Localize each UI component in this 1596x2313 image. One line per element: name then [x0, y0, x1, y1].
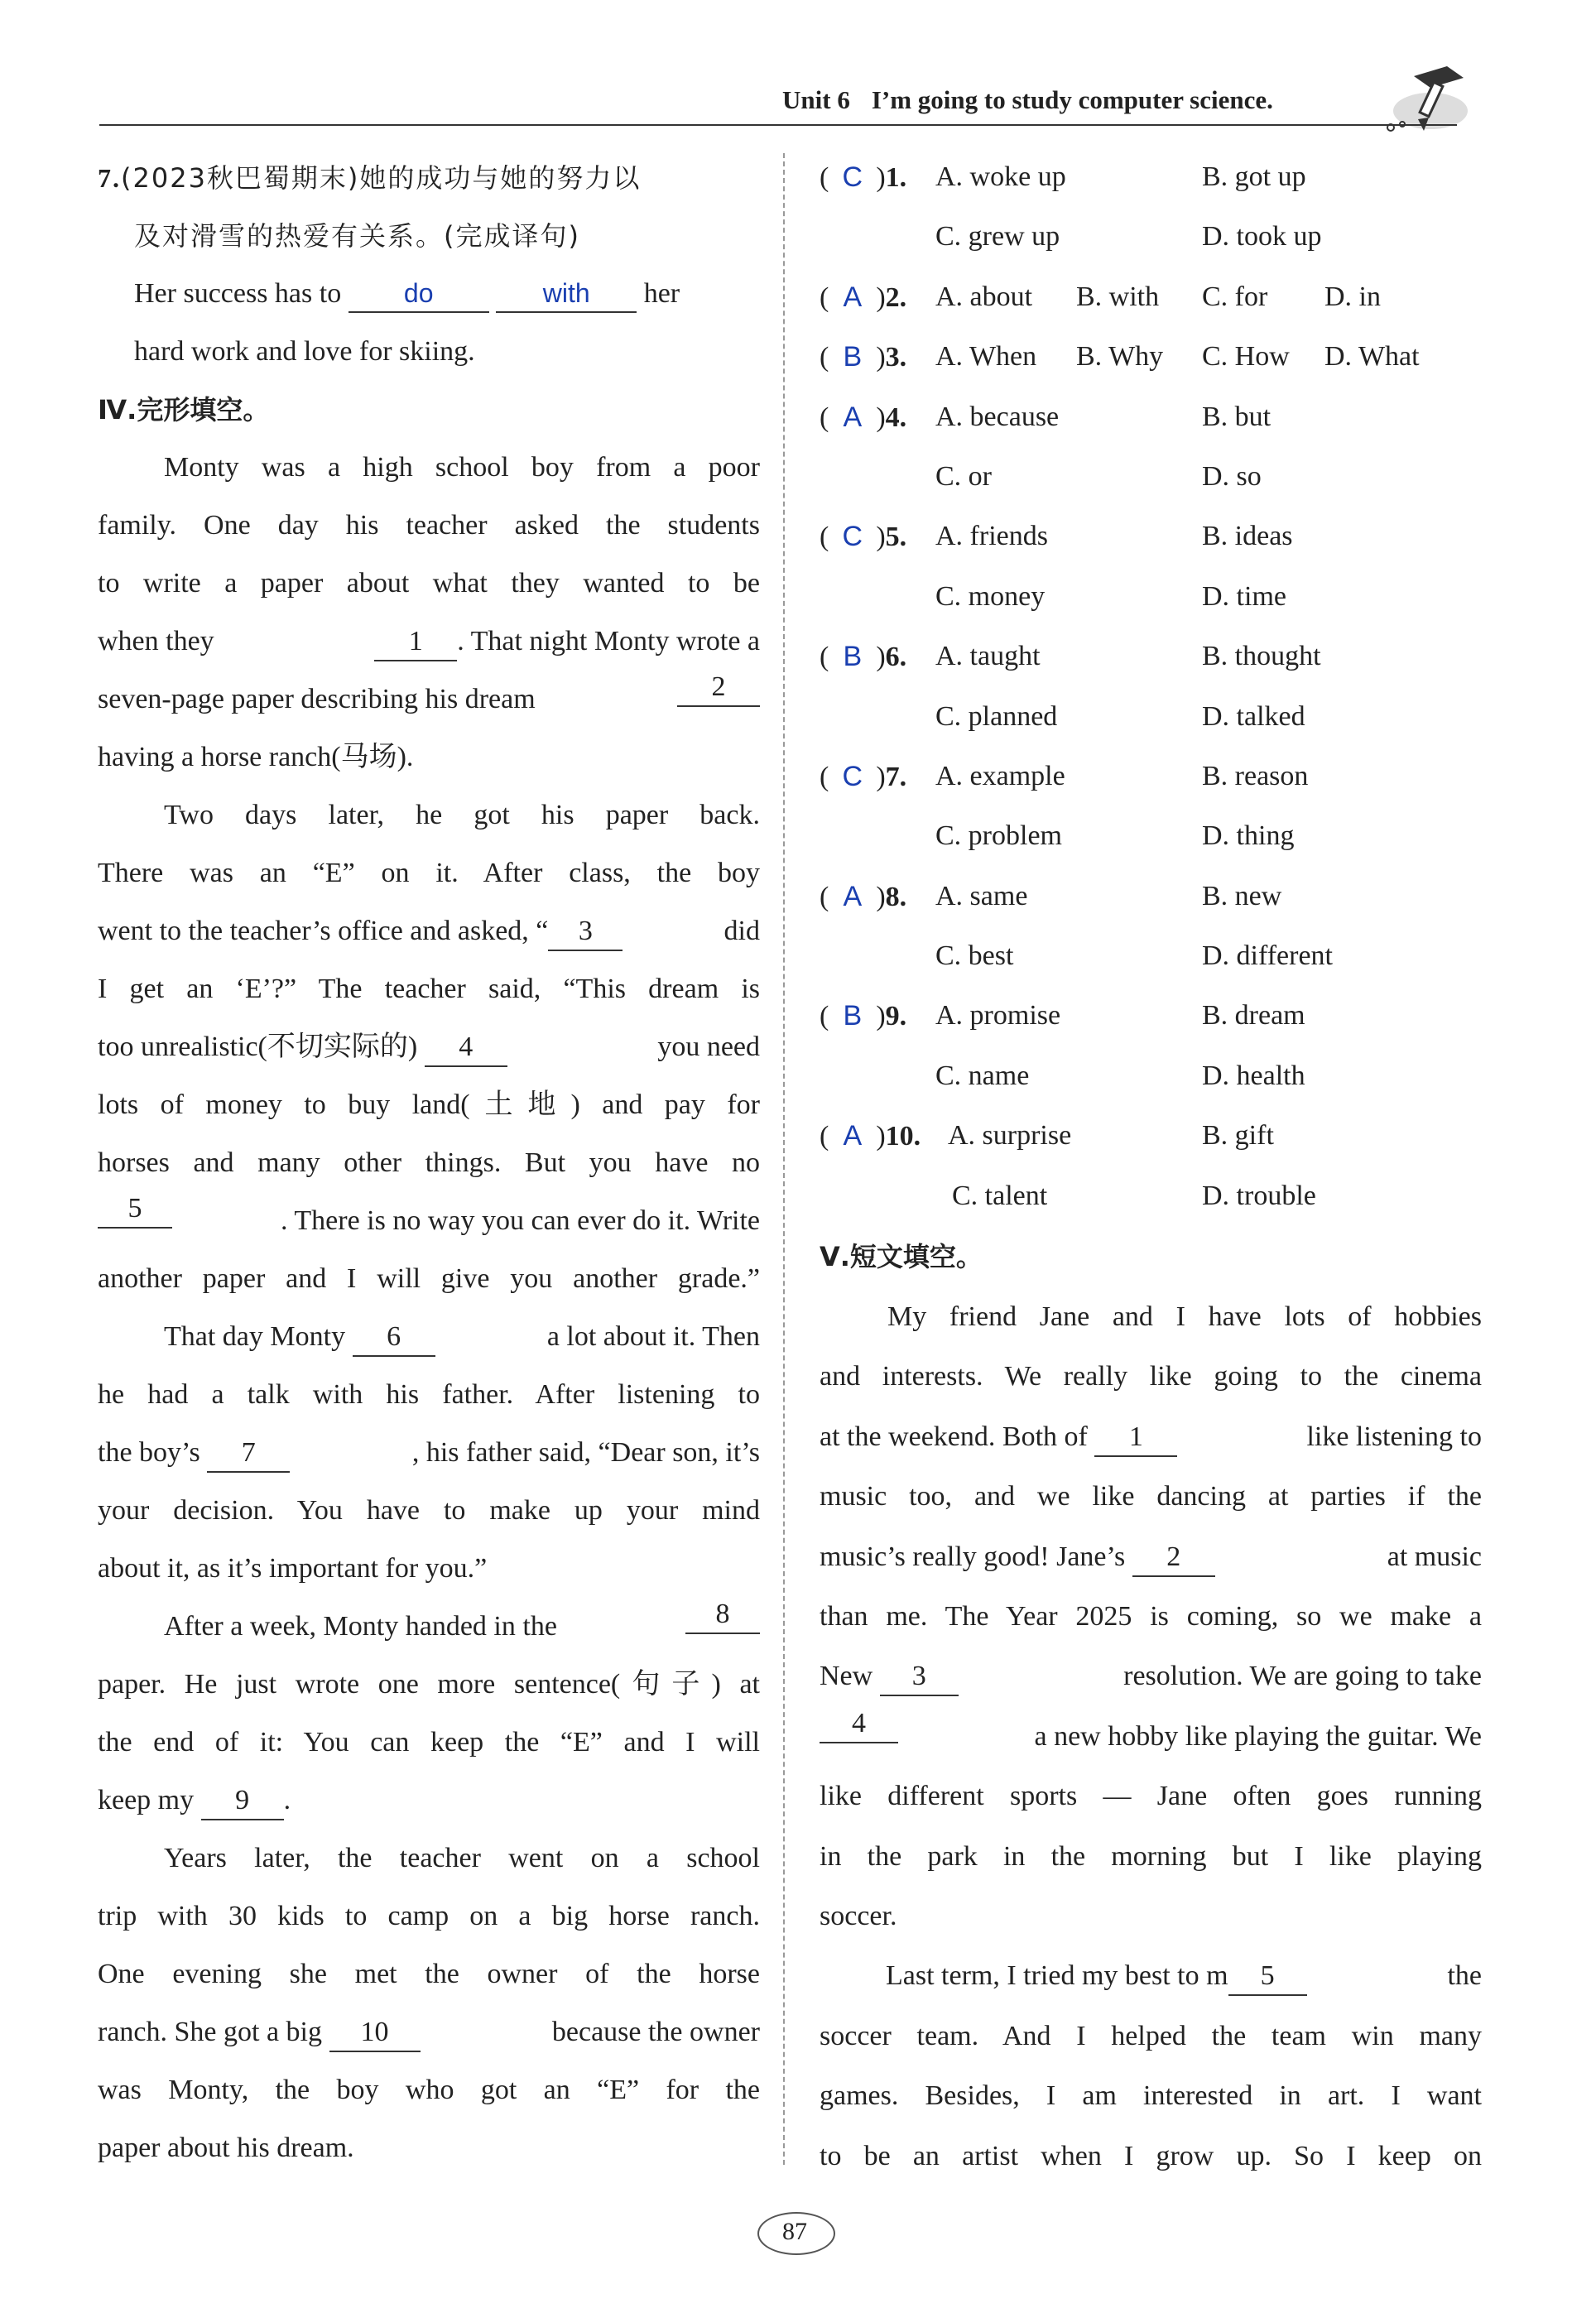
- question-number: 10.: [885, 1121, 921, 1152]
- choice-answer[interactable]: C: [842, 161, 863, 193]
- option-b: B. new: [1202, 880, 1282, 911]
- option-c: C. best: [935, 940, 1014, 972]
- option-d: D. health: [1202, 1060, 1305, 1091]
- choice-answer[interactable]: A: [843, 281, 863, 313]
- option-row: [820, 627, 1482, 686]
- cloze-blank-7[interactable]: 7: [207, 1436, 290, 1473]
- passage-line: [98, 1192, 760, 1250]
- unit-header: [782, 85, 1273, 115]
- passage-line: Years later, the teacher went on a school: [164, 1843, 760, 1873]
- question-number: 6.: [885, 642, 907, 673]
- option-b: B. reason: [1202, 760, 1309, 791]
- passage-line: One evening she met the owner of the horse: [98, 1959, 760, 1989]
- option-a: A. surprise: [948, 1120, 1072, 1152]
- cloze-blank-10[interactable]: 10: [329, 2016, 421, 2052]
- passage-text: seven-page paper describing his dream: [98, 684, 536, 714]
- option-b: B. but: [1202, 401, 1272, 432]
- q7-blank-1[interactable]: [349, 277, 489, 313]
- option-c: C. money: [935, 580, 1046, 612]
- passage-text: That day Monty: [164, 1321, 346, 1352]
- q7-answer-line: [98, 265, 760, 323]
- answer-bracket: ( B )6.: [820, 627, 906, 687]
- passage-line: [98, 1308, 760, 1366]
- passage-line: family. One day his teacher asked the students: [98, 510, 760, 541]
- option-row: [820, 207, 1482, 267]
- left-column: [98, 149, 760, 2177]
- passage-line: paper. He just wrote one more sentence(句子) at: [98, 1669, 760, 1700]
- option-c: C. for: [1202, 281, 1268, 312]
- option-b: B. with: [1076, 281, 1160, 312]
- question-number: 4.: [885, 402, 907, 433]
- passage-line: I get an ‘E’?” The teacher said, “This dream is: [98, 974, 760, 1004]
- option-row: [820, 806, 1482, 866]
- option-a: A. about: [935, 281, 1033, 312]
- answer-bracket: ( C )5.: [820, 507, 906, 567]
- passage-text: New: [820, 1661, 873, 1692]
- option-d: D. in: [1324, 281, 1381, 312]
- passage-text: when they: [98, 626, 214, 656]
- option-row: [820, 507, 1482, 566]
- passage-text: ranch. She got a big: [98, 2017, 322, 2047]
- passage-line: [820, 1946, 1482, 2006]
- section-5-title: Ⅴ.短文填空。: [820, 1241, 983, 1273]
- right-column: [820, 147, 1482, 2186]
- cloze-blank-8[interactable]: 8: [685, 1598, 760, 1634]
- option-row: [820, 867, 1482, 926]
- choice-answer[interactable]: C: [842, 760, 863, 792]
- passage-text: a new hobby like playing the guitar. We: [1034, 1720, 1482, 1752]
- option-row: [820, 687, 1482, 747]
- option-a: A. same: [935, 880, 1028, 911]
- option-d: D. What: [1324, 341, 1420, 373]
- option-c: C. planned: [935, 700, 1058, 732]
- cloze-blank-2[interactable]: 2: [677, 671, 760, 707]
- passage-line: your decision. You have to make up your mind: [98, 1495, 760, 1526]
- passage-text: . There is no way you can ever do it. Write: [281, 1205, 760, 1236]
- passage-line: music too, and we like dancing at parties if the: [820, 1481, 1482, 1512]
- passage-line: having a horse ranch(马场).: [98, 742, 414, 772]
- cloze-blank-1[interactable]: 1: [374, 625, 457, 661]
- option-row: [820, 387, 1482, 447]
- question-number: 9.: [885, 1001, 907, 1032]
- cloze-options-list: [820, 147, 1482, 1226]
- passage-text: music’s really good! Jane’s: [820, 1541, 1126, 1572]
- answer-bracket: ( A )10.: [820, 1106, 921, 1166]
- fill-blank-2[interactable]: 2: [1132, 1541, 1215, 1577]
- option-c: C. problem: [935, 820, 1062, 852]
- option-a: A. promise: [935, 1000, 1061, 1031]
- option-row: [820, 747, 1482, 806]
- passage-line: There was an “E” on it. After class, the boy: [98, 858, 760, 888]
- passage-text: did: [723, 916, 760, 946]
- passage-text: too unrealistic(不切实际的): [98, 1031, 418, 1062]
- passage-line: to be an artist when I grow up. So I keep on: [820, 2140, 1482, 2171]
- option-a: A. because: [935, 401, 1060, 432]
- option-d: D. time: [1202, 580, 1286, 612]
- page-number: 87: [782, 2218, 807, 2245]
- passage-text: you need: [657, 1031, 760, 1062]
- option-c: C. name: [935, 1060, 1030, 1091]
- option-c: C. grew up: [935, 221, 1060, 252]
- option-row: [820, 567, 1482, 627]
- passage-line: My friend Jane and I have lots of hobbies: [887, 1301, 1482, 1333]
- option-b: B. gift: [1202, 1120, 1274, 1152]
- option-b: B. thought: [1202, 641, 1321, 672]
- option-row: [820, 447, 1482, 507]
- option-b: B. ideas: [1202, 521, 1293, 552]
- passage-text: at music: [1387, 1541, 1482, 1572]
- passage-line: [98, 1772, 760, 1830]
- question-number: 5.: [885, 522, 907, 553]
- question-number: 3.: [885, 342, 907, 373]
- passage-text: a lot about it. Then: [546, 1321, 760, 1352]
- option-c: C. or: [935, 460, 992, 492]
- cloze-blank-9[interactable]: 9: [201, 1784, 284, 1820]
- passage-line: [820, 1407, 1482, 1467]
- passage-text: . That night Monty wrote a: [457, 626, 760, 656]
- q7-blank-2[interactable]: [496, 277, 637, 313]
- option-c: C. talent: [952, 1180, 1048, 1211]
- unit-label: Unit 6: [782, 85, 850, 114]
- passage-text: Last term, I tried my best to m: [886, 1960, 1228, 1992]
- passage-line: [98, 902, 760, 960]
- cloze-blank-3[interactable]: 3: [548, 915, 623, 951]
- question-number: 7.: [885, 761, 907, 792]
- answer-bracket: ( C )7.: [820, 747, 906, 807]
- option-row: [820, 1106, 1482, 1166]
- passage-line: [820, 1647, 1482, 1706]
- option-d: D. different: [1202, 940, 1333, 972]
- passage-line: the end of it: You can keep the “E” and I will: [98, 1727, 760, 1758]
- option-c: C. How: [1202, 341, 1290, 373]
- passage-line: soccer team. And I helped the team win many: [820, 2020, 1482, 2051]
- passage-text: resolution. We are going to take: [1123, 1661, 1482, 1692]
- cloze-blank-6[interactable]: 6: [353, 1320, 435, 1357]
- option-a: A. When: [935, 341, 1037, 373]
- option-a: A. example: [935, 760, 1065, 791]
- passage-text: keep my: [98, 1785, 195, 1815]
- passage-line: he had a talk with his father. After listening to: [98, 1379, 760, 1410]
- option-d: D. took up: [1202, 221, 1322, 252]
- passage-line: [820, 1707, 1482, 1767]
- choice-answer[interactable]: A: [843, 401, 863, 433]
- passage-line: soccer.: [820, 1900, 897, 1931]
- passage-line: games. Besides, I am interested in art. I want: [820, 2080, 1482, 2112]
- q7-stem-line-2: 及对滑雪的热爱有关系。(完成译句): [134, 220, 580, 252]
- answer-bracket: ( C )1.: [820, 147, 906, 208]
- fill-blank-1[interactable]: 1: [1094, 1421, 1177, 1457]
- passage-text: After a week, Monty handed in the: [164, 1611, 557, 1642]
- passage-line: another paper and I will give you another grade.”: [98, 1263, 760, 1294]
- question-number: 8.: [885, 881, 907, 912]
- choice-answer[interactable]: A: [843, 1120, 863, 1152]
- passage-text: at the weekend. Both of: [820, 1421, 1088, 1452]
- passage-line: in the park in the morning but I like playing: [820, 1840, 1482, 1872]
- option-row: [820, 986, 1482, 1046]
- passage-text: , his father said, “Dear son, it’s: [411, 1437, 760, 1468]
- q7-en-line-2: hard work and love for skiing.: [134, 336, 475, 367]
- choice-answer[interactable]: C: [842, 521, 863, 553]
- option-row: [820, 147, 1482, 207]
- answer-bracket: ( A )8.: [820, 867, 906, 927]
- option-d: D. talked: [1202, 700, 1305, 732]
- passage-line: [820, 1527, 1482, 1587]
- passage-line: [98, 613, 760, 671]
- section-4-title: Ⅳ.完形填空。: [98, 394, 270, 426]
- q7-answer-2: with: [542, 278, 590, 308]
- option-a: A. taught: [935, 641, 1041, 672]
- cloze-blank-5[interactable]: 5: [98, 1192, 172, 1229]
- answer-bracket: ( B )9.: [820, 986, 906, 1046]
- option-b: B. got up: [1202, 161, 1306, 192]
- passage-line: and interests. We really like going to the cinema: [820, 1361, 1482, 1392]
- answer-bracket: ( B )3.: [820, 327, 906, 387]
- unit-title: I’m going to study computer science.: [871, 85, 1273, 114]
- passage-line: lots of money to buy land(土地) and pay for: [98, 1089, 760, 1120]
- passage-text: .: [283, 1785, 291, 1815]
- passage-text: like listening to: [1306, 1421, 1482, 1452]
- q7-stem-1: (2023秋巴蜀期末)她的成功与她的努力以: [121, 162, 642, 194]
- option-d: D. thing: [1202, 820, 1295, 852]
- passage-line: [98, 1018, 760, 1076]
- question-number: 1.: [885, 162, 907, 193]
- q7-stem-line-1: [98, 149, 760, 207]
- passage-line: horses and many other things. But you have no: [98, 1147, 760, 1178]
- passage-line: Monty was a high school boy from a poor: [164, 452, 760, 483]
- option-row: [820, 1046, 1482, 1106]
- fill-blank-4[interactable]: 4: [820, 1707, 898, 1743]
- passage-text: the: [1447, 1960, 1482, 1992]
- choice-answer[interactable]: B: [843, 341, 863, 373]
- q7-number: 7.: [98, 163, 121, 193]
- passage-line: than me. The Year 2025 is coming, so we make a: [820, 1600, 1482, 1632]
- option-row: [820, 1166, 1482, 1226]
- passage-line: about it, as it’s important for you.”: [98, 1553, 488, 1584]
- q7-en-pre: Her success has to: [134, 278, 342, 309]
- passage-line: to write a paper about what they wanted to be: [98, 568, 760, 599]
- passage-line: [98, 1598, 760, 1656]
- graduation-pencil-icon: [1381, 60, 1472, 138]
- passage-line: [98, 671, 760, 729]
- passage-text: went to the teacher’s office and asked, “: [98, 916, 549, 946]
- passage-text: the boy’s: [98, 1437, 200, 1468]
- cloze-blank-4[interactable]: 4: [425, 1031, 507, 1067]
- answer-bracket: ( A )2.: [820, 267, 906, 328]
- passage-text: because the owner: [551, 2017, 760, 2047]
- passage-line: trip with 30 kids to camp on a big horse ranch.: [98, 1901, 760, 1931]
- option-b: B. Why: [1076, 341, 1164, 373]
- choice-answer[interactable]: A: [843, 880, 863, 912]
- choice-answer[interactable]: B: [843, 641, 863, 673]
- q7-en-post: her: [643, 278, 680, 309]
- option-d: D. so: [1202, 460, 1262, 492]
- option-row: [820, 926, 1482, 986]
- passage-line: was Monty, the boy who got an “E” for the: [98, 2075, 760, 2105]
- q7-answer-1: do: [403, 278, 434, 308]
- passage-line: [98, 2003, 760, 2061]
- header-rule: [99, 124, 1457, 126]
- question-number: 2.: [885, 281, 907, 313]
- passage-line: [98, 1424, 760, 1482]
- option-a: A. friends: [935, 521, 1048, 552]
- option-a: A. woke up: [935, 161, 1066, 192]
- option-b: B. dream: [1202, 1000, 1305, 1031]
- option-row: [820, 327, 1482, 387]
- passage-line: like different sports — Jane often goes running: [820, 1781, 1482, 1812]
- answer-bracket: ( A )4.: [820, 387, 906, 448]
- fill-blank-3[interactable]: 3: [880, 1660, 959, 1696]
- fill-blank-5[interactable]: 5: [1228, 1960, 1307, 1996]
- option-row: [820, 267, 1482, 327]
- passage-line: Two days later, he got his paper back.: [164, 800, 760, 830]
- passage-line: paper about his dream.: [98, 2133, 354, 2163]
- column-divider: [783, 153, 785, 2165]
- option-d: D. trouble: [1202, 1180, 1316, 1211]
- choice-answer[interactable]: B: [843, 1000, 863, 1032]
